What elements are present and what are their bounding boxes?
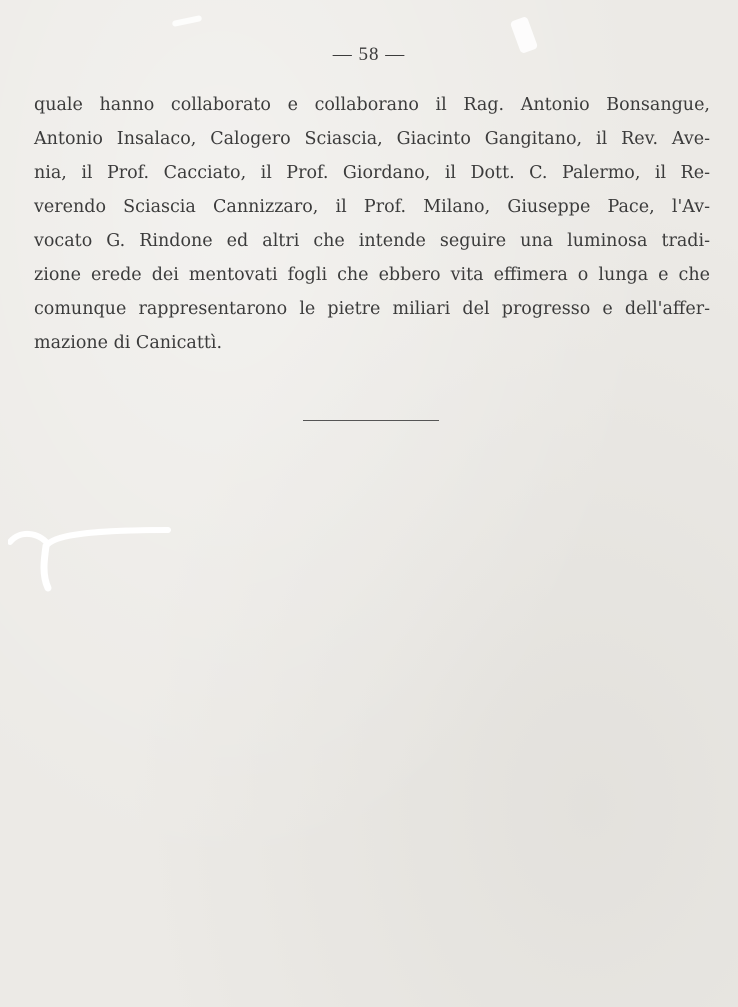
paragraph-line: zione erede dei mentovati fogli che ebbero vita effimera o lunga e che xyxy=(34,265,710,285)
page-number: — 58 — xyxy=(332,44,406,65)
paragraph-line: verendo Sciascia Cannizzaro, il Prof. Milano, Giuseppe Pace, l'Av- xyxy=(34,197,710,217)
body-paragraph xyxy=(34,88,710,360)
paragraph-line: comunque rappresentarono le pietre miliari del progresso e dell'affer- xyxy=(34,299,710,319)
scan-mark-left xyxy=(8,520,178,600)
paragraph-line-last: mazione di Canicattì. xyxy=(34,333,223,353)
paragraph-line: vocato G. Rindone ed altri che intende seguire una luminosa tradi- xyxy=(34,231,710,251)
paragraph-line: nia, il Prof. Cacciato, il Prof. Giordano, il Dott. C. Palermo, il Re- xyxy=(34,163,710,183)
scan-smudge-top xyxy=(172,15,203,27)
paragraph-line: quale hanno collaborato e collaborano il Rag. Antonio Bonsangue, xyxy=(34,95,710,115)
paragraph-line: Antonio Insalaco, Calogero Sciascia, Giacinto Gangitano, il Rev. Ave- xyxy=(34,129,710,149)
section-divider xyxy=(303,420,439,421)
